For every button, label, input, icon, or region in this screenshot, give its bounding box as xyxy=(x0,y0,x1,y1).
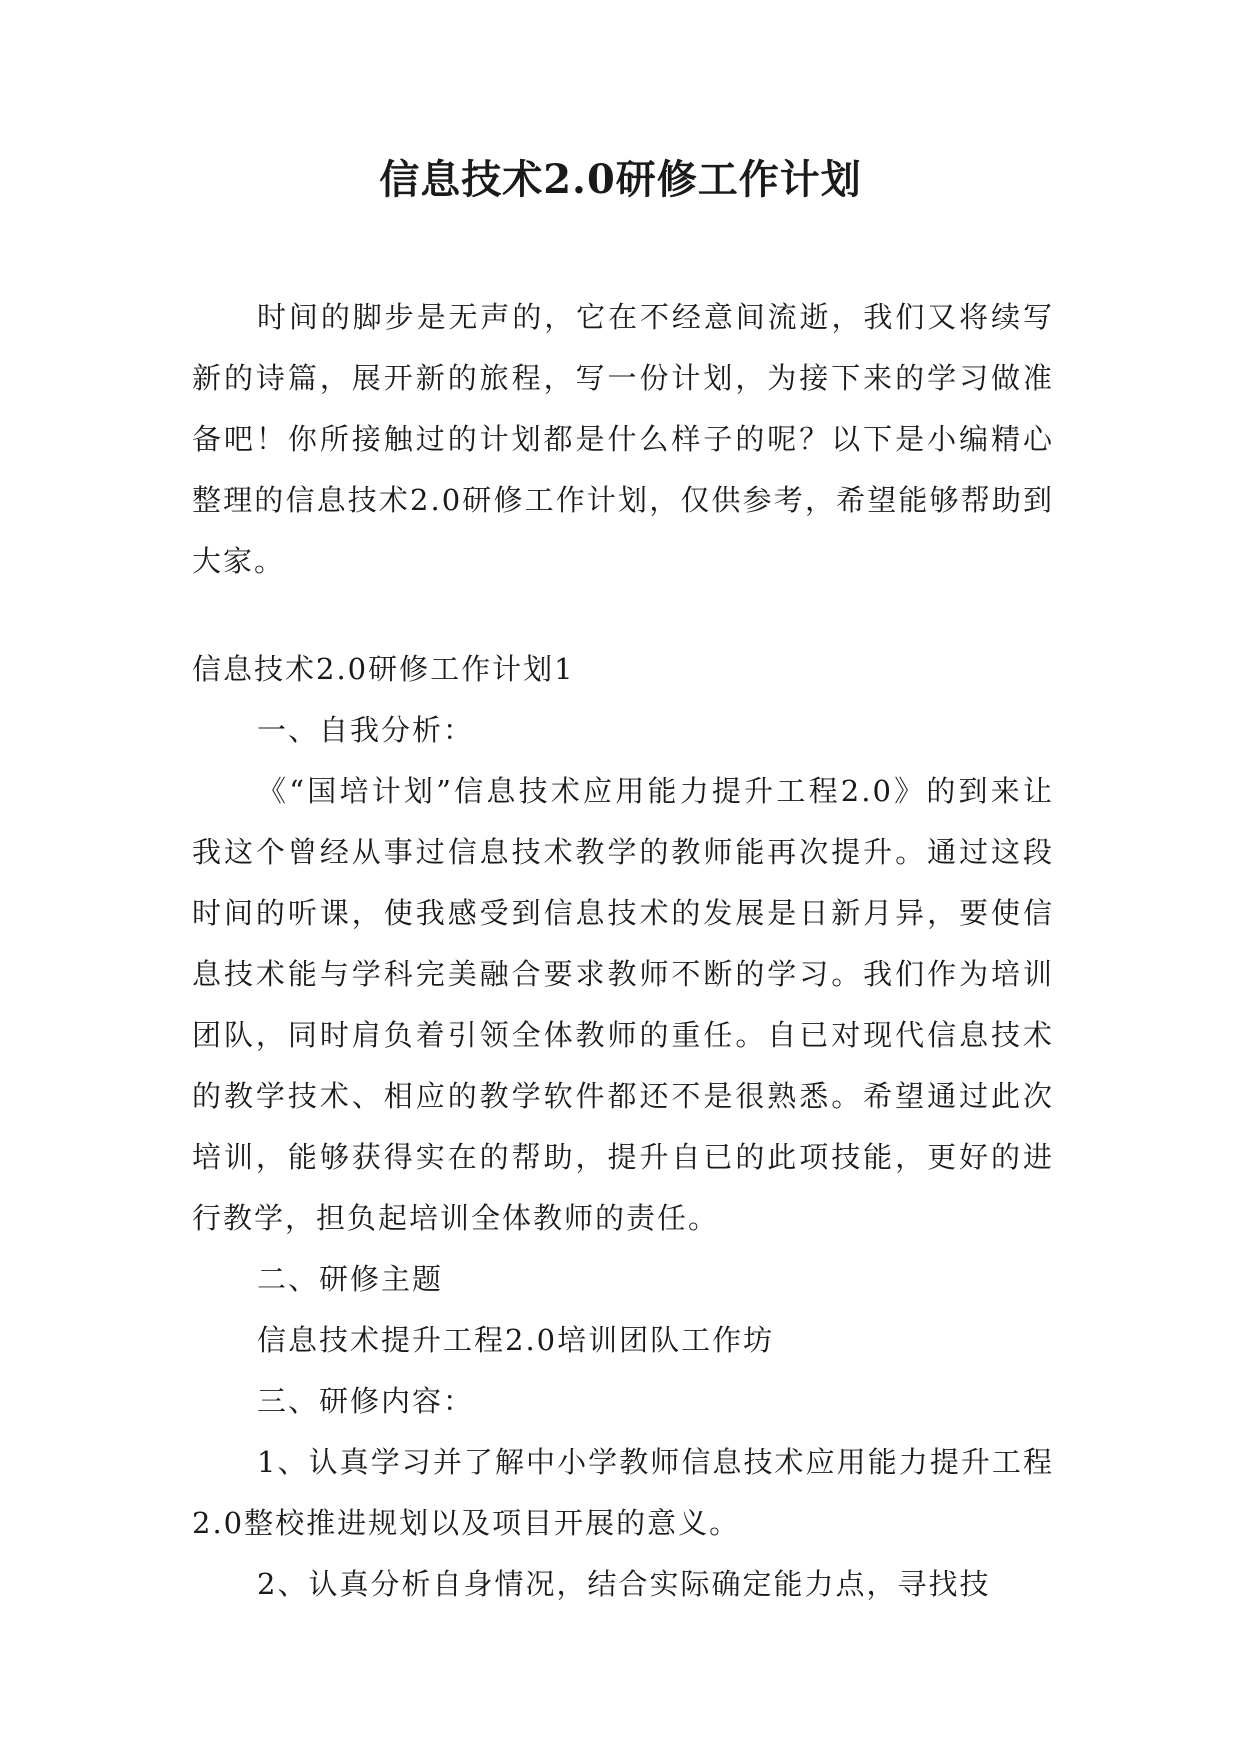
section-title: 信息技术2.0研修工作计划1 xyxy=(192,652,575,686)
document-body xyxy=(192,287,1054,1615)
heading-research-theme: 二、研修主题 xyxy=(257,1262,444,1296)
list-item: 1、认真学习并了解中小学教师信息技术应用能力提升工程2.0整校推进规划以及项目开展的意义。 xyxy=(192,1445,1054,1540)
intro-paragraph: 时间的脚步是无声的，它在不经意间流逝，我们又将续写新的诗篇，展开新的旅程，写一份计划，为接下来的学习做准备吧！你所接触过的计划都是什么样子的呢？以下是小编精心整理的信息技术2.0研修工作计划，仅供参考，希望能够帮助到大家。 xyxy=(192,300,1054,578)
heading-research-content: 三、研修内容： xyxy=(257,1384,475,1418)
research-theme-text: 信息技术提升工程2.0培训团队工作坊 xyxy=(257,1323,775,1357)
self-analysis-paragraph: 《“国培计划”信息技术应用能力提升工程2.0》的到来让我这个曾经从事过信息技术教学的教师能再次提升。通过这段时间的听课，使我感受到信息技术的发展是日新月异，要使信息技术能与学科完美融合要求教师不断的学习。我们作为培训团队，同时肩负着引领全体教师的重任。自已对现代信息技术的教学技术、相应的教学软件都还不是很熟悉。希望通过此次培训，能够获得实在的帮助，提升自已的此项技能，更好的进行教学，担负起培训全体教师的责任。 xyxy=(192,774,1054,1235)
document-title: 信息技术2.0研修工作计划 xyxy=(379,156,862,203)
list-item: 2、认真分析自身情况，结合实际确定能力点，寻找技 xyxy=(257,1567,991,1601)
heading-self-analysis: 一、自我分析： xyxy=(257,713,475,747)
